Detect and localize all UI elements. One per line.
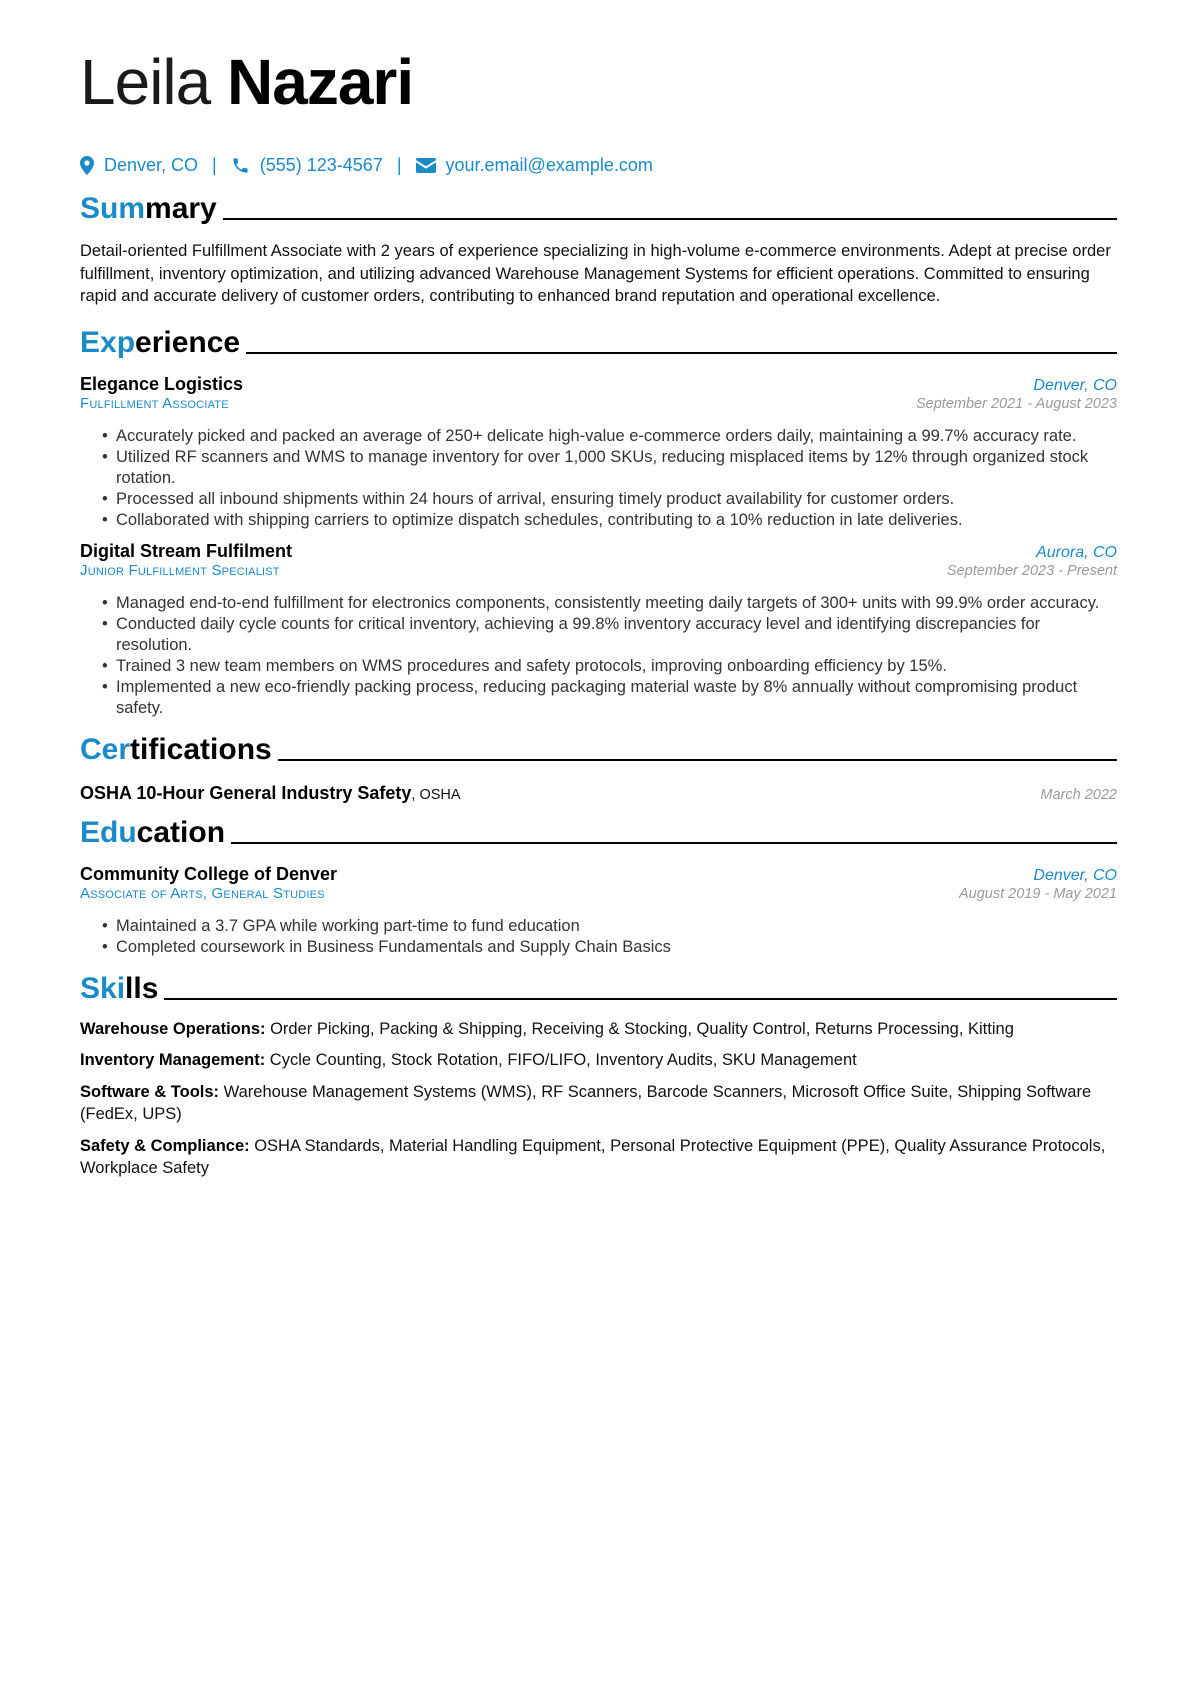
section-title: Certifications xyxy=(80,732,272,766)
experience-entry xyxy=(80,374,1117,531)
section-title: Summary xyxy=(80,192,217,225)
skill-line xyxy=(80,1018,1117,1041)
job-bullets xyxy=(80,593,1117,719)
skill-category: Safety & Compliance: xyxy=(80,1136,250,1155)
bullet-item: • Accurately picked and packed an average of 250+ delicate high-value e-commerce orders daily, maintaining a 99.7% accuracy rate. xyxy=(102,426,1117,447)
bullet-item: • Implemented a new eco-friendly packing process, reducing packaging material waste by 8% annually without compromising product safety. xyxy=(102,677,1117,719)
contact-phone[interactable] xyxy=(231,155,383,176)
section-skills-heading xyxy=(80,972,1117,1006)
bullet-item: • Processed all inbound shipments within 24 hours of arrival, ensuring timely product availability for customer orders. xyxy=(102,489,1117,510)
bullet-item: • Trained 3 new team members on WMS procedures and safety protocols, improving onboarding efficiency by 15%. xyxy=(102,656,1117,677)
skill-values: Warehouse Management Systems (WMS), RF Scanners, Barcode Scanners, Microsoft Office Suite, Shipping Software (FedEx, UPS) xyxy=(80,1082,1092,1123)
section-title: Experience xyxy=(80,325,241,359)
education-bullets xyxy=(80,916,1117,958)
skill-line xyxy=(80,1135,1117,1180)
candidate-name xyxy=(80,42,1117,122)
job-dates: September 2023 - Present xyxy=(946,562,1117,579)
bullet-item: • Utilized RF scanners and WMS to manage inventory for over 1,000 SKUs, reducing misplaced items by 12% through organized stock rotation. xyxy=(102,447,1117,489)
section-summary-heading xyxy=(80,192,1117,226)
section-certifications-heading xyxy=(80,733,1117,767)
map-pin-icon xyxy=(80,156,94,175)
school-name: Community College of Denver xyxy=(80,863,338,884)
section-education-heading xyxy=(80,816,1117,850)
bullet-item: • Conducted daily cycle counts for critical inventory, achieving a 99.8% inventory accuracy level and identifying discrepancies for resolution. xyxy=(102,614,1117,656)
job-location: Denver, CO xyxy=(1033,376,1117,394)
contact-email[interactable] xyxy=(416,155,653,176)
certification-entry xyxy=(80,783,1117,804)
job-title: Fulfillment Associate xyxy=(80,394,229,412)
section-experience-heading xyxy=(80,326,1117,360)
phone-text: (555) 123-4567 xyxy=(259,154,383,175)
section-rule xyxy=(231,842,1117,844)
envelope-icon xyxy=(416,158,436,173)
school-location: Denver, CO xyxy=(1033,866,1117,884)
education-dates: August 2019 - May 2021 xyxy=(959,885,1117,902)
section-title: Skills xyxy=(80,971,159,1005)
degree: Associate of Arts, General Studies xyxy=(80,884,325,902)
skill-values: OSHA Standards, Material Handling Equipment, Personal Protective Equipment (PPE), Quality Assurance Protocols, Workplace Safety xyxy=(80,1136,1106,1177)
email-link: your.email@example.com xyxy=(445,154,653,175)
section-rule xyxy=(223,218,1117,220)
bullet-item: • Managed end-to-end fulfillment for electronics components, consistently meeting daily targets of 300+ units with 99.9% order accuracy. xyxy=(102,593,1117,614)
location-text: Denver, CO xyxy=(104,154,199,175)
job-title: Junior Fulfillment Specialist xyxy=(80,561,280,579)
section-rule xyxy=(164,998,1117,1000)
bullet-item: • Maintained a 3.7 GPA while working part-time to fund education xyxy=(102,916,1117,937)
company-name: Digital Stream Fulfilment xyxy=(80,540,293,561)
phone-icon xyxy=(231,156,250,175)
skill-category: Software & Tools: xyxy=(80,1082,220,1101)
experience-entry xyxy=(80,541,1117,719)
skill-values: Cycle Counting, Stock Rotation, FIFO/LIFO, Inventory Audits, SKU Management xyxy=(265,1051,857,1069)
skill-line xyxy=(80,1049,1117,1072)
first-name: Leila xyxy=(80,46,211,118)
last-name: Nazari xyxy=(227,46,414,118)
company-name: Elegance Logistics xyxy=(80,373,244,394)
contact-location xyxy=(80,155,198,176)
bullet-item: • Completed coursework in Business Fundamentals and Supply Chain Basics xyxy=(102,937,1117,958)
contact-bar xyxy=(80,152,1117,178)
certification-title: OSHA 10-Hour General Industry Safety xyxy=(80,782,412,803)
certification-issuer: , OSHA xyxy=(411,786,461,803)
section-title: Education xyxy=(80,815,226,849)
job-location: Aurora, CO xyxy=(1036,543,1117,561)
summary-text: Detail-oriented Fulfillment Associate with 2 years of experience specializing in high-volume e-commerce environments. Adept at precise order fulfillment, inventory optimization, and utilizing advanced Warehouse Management Systems for efficient operations. Committed to ensuring rapid and accurate delivery of customer orders, contributing to enhanced brand reputation and operational excellence. xyxy=(80,242,1111,305)
section-rule xyxy=(278,759,1117,761)
contact-separator: | xyxy=(396,154,402,175)
skill-category: Inventory Management: xyxy=(80,1051,266,1069)
skill-values: Order Picking, Packing & Shipping, Receiving & Stocking, Quality Control, Returns Processing, Kitting xyxy=(265,1019,1014,1038)
contact-separator: | xyxy=(212,154,217,175)
job-dates: September 2021 - August 2023 xyxy=(916,395,1117,412)
section-rule xyxy=(246,352,1117,354)
job-bullets xyxy=(80,426,1117,531)
skill-line xyxy=(80,1081,1117,1126)
certification-date: March 2022 xyxy=(1040,786,1117,803)
skill-category: Warehouse Operations: xyxy=(80,1019,266,1038)
education-entry xyxy=(80,864,1117,958)
bullet-item: • Collaborated with shipping carriers to optimize dispatch schedules, contributing to a 10% reduction in late deliveries. xyxy=(102,510,1117,531)
